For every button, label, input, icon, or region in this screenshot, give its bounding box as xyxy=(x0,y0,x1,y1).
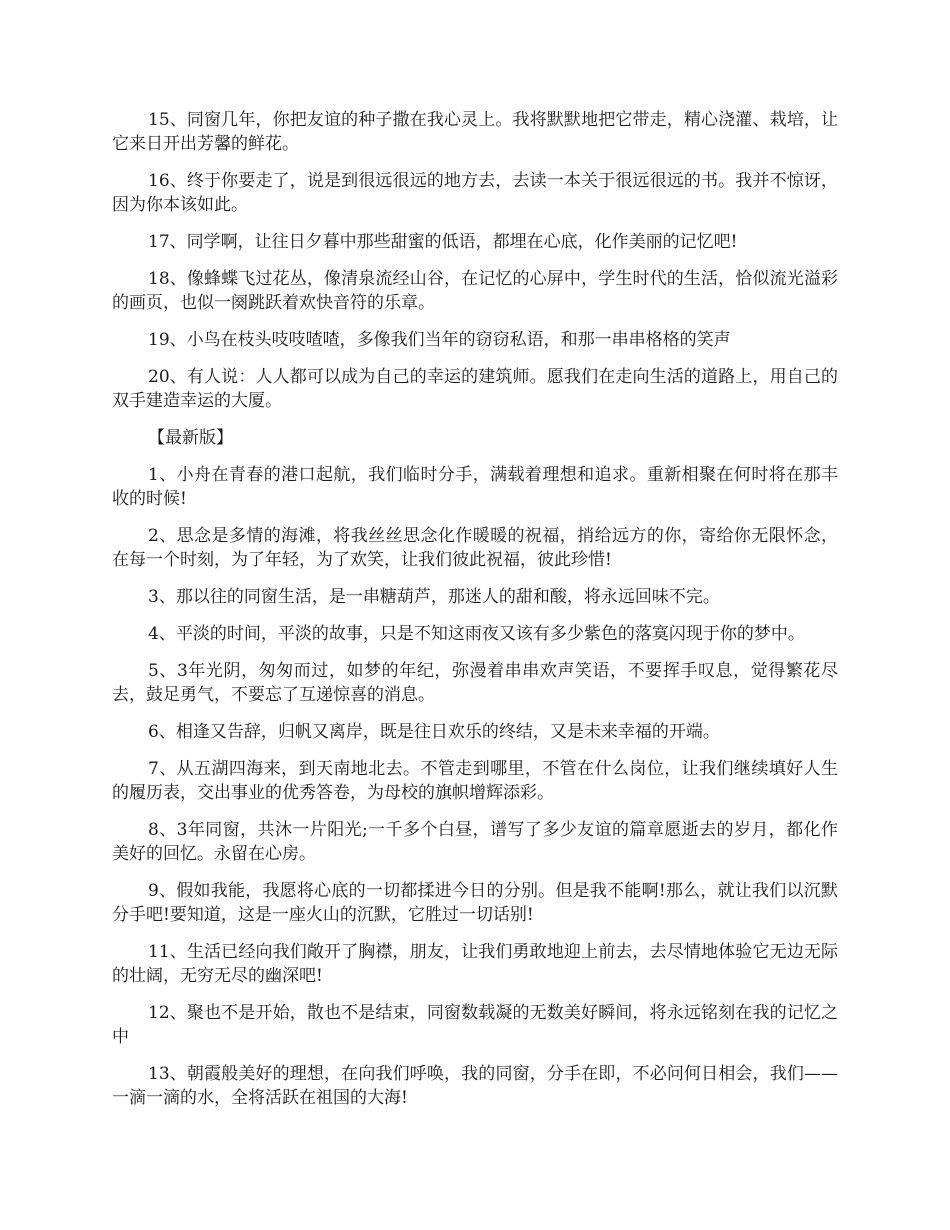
paragraph-7: 7、从五湖四海来，到天南地北去。不管走到哪里，不管在什么岗位，让我们继续填好人生的履历表，交出事业的优秀答卷，为母校的旗帜增辉添彩。 xyxy=(112,759,838,803)
paragraph-5: 5、3年光阴，匆匆而过，如梦的年纪，弥漫着串串欢声笑语，不要挥手叹息，觉得繁花尽去，鼓足勇气，不要忘了互递惊喜的消息。 xyxy=(112,661,838,705)
paragraph-12: 12、聚也不是开始，散也不是结束，同窗数载凝的无数美好瞬间，将永远铭刻在我的记忆之中 xyxy=(112,1003,838,1047)
paragraph-11: 11、生活已经向我们敞开了胸襟，朋友，让我们勇敢地迎上前去，去尽情地体验它无边无际的壮阔，无穷无尽的幽深吧! xyxy=(112,942,838,986)
paragraph-6: 6、相逢又告辞，归帆又离岸，既是往日欢乐的终结，又是未来幸福的开端。 xyxy=(148,722,720,742)
document-body xyxy=(112,108,838,1123)
paragraph-19: 19、小鸟在枝头吱吱喳喳，多像我们当年的窃窃私语，和那一串串格格的笑声 xyxy=(148,330,731,350)
paragraph-20: 20、有人说：人人都可以成为自己的幸运的建筑师。愿我们在走向生活的道路上，用自己的双手建造幸运的大厦。 xyxy=(112,367,838,411)
paragraph-2: 2、思念是多情的海滩，将我丝丝思念化作暖暖的祝福，捎给远方的你，寄给你无限怀念，在每一个时刻，为了年轻，为了欢笑，让我们彼此祝福，彼此珍惜! xyxy=(112,526,838,570)
paragraph-4: 4、平淡的时间，平淡的故事，只是不知这雨夜又该有多少紫色的落寞闪现于你的梦中。 xyxy=(148,624,805,644)
section-heading: 【最新版】 xyxy=(148,428,233,448)
paragraph-3: 3、那以往的同窗生活，是一串糖葫芦，那迷人的甜和酸，将永远回味不完。 xyxy=(148,587,720,607)
paragraph-13: 13、朝霞般美好的理想，在向我们呼唤，我的同窗，分手在即，不必问何日相会，我们——一滴一滴的水，全将活跃在祖国的大海! xyxy=(112,1064,838,1108)
paragraph-1: 1、小舟在青春的港口起航，我们临时分手，满载着理想和追求。重新相聚在何时将在那丰收的时候! xyxy=(112,465,838,509)
paragraph-9: 9、假如我能，我愿将心底的一切都揉进今日的分别。但是我不能啊!那么，就让我们以沉默分手吧!要知道，这是一座火山的沉默，它胜过一切话别! xyxy=(112,881,838,925)
paragraph-15: 15、同窗几年，你把友谊的种子撒在我心灵上。我将默默地把它带走，精心浇灌、栽培，让它来日开出芳馨的鲜花。 xyxy=(112,110,838,154)
paragraph-16: 16、终于你要走了，说是到很远很远的地方去，去读一本关于很远很远的书。我并不惊讶，因为你本该如此。 xyxy=(112,171,838,215)
paragraph-17: 17、同学啊，让往日夕暮中那些甜蜜的低语，都埋在心底，化作美丽的记忆吧! xyxy=(148,232,738,252)
paragraph-8: 8、3年同窗，共沐一片阳光;一千多个白昼，谱写了多少友谊的篇章愿逝去的岁月，都化作美好的回忆。永留在心房。 xyxy=(112,820,838,864)
paragraph-18: 18、像蜂蝶飞过花丛，像清泉流经山谷，在记忆的心屏中，学生时代的生活，恰似流光溢彩的画页，也似一阕跳跃着欢快音符的乐章。 xyxy=(112,269,838,313)
